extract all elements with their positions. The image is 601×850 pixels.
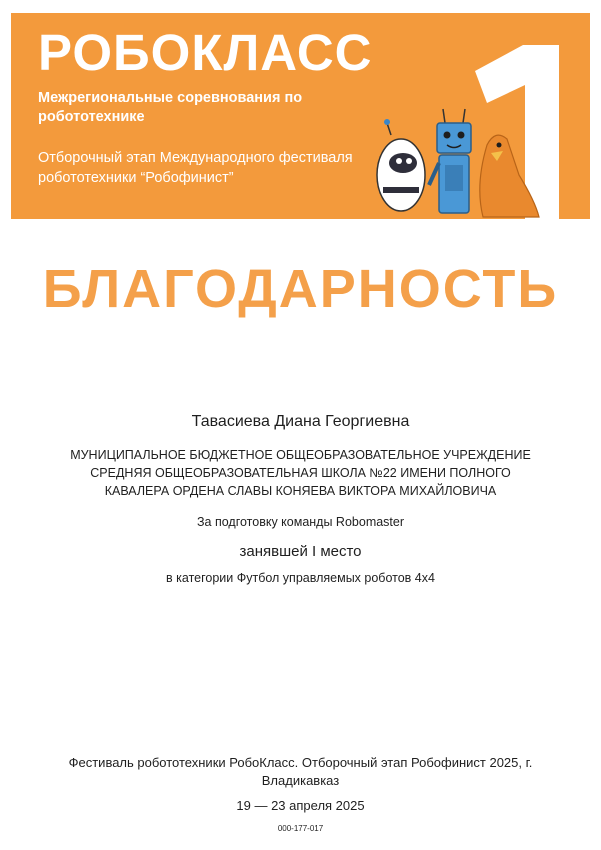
recipient-name: Тавасиева Диана Георгиевна — [191, 413, 410, 430]
banner-subtitle: Межрегиональные соревнования по робототехнике — [38, 90, 303, 125]
school-name: МУНИЦИПАЛЬНОЕ БЮДЖЕТНОЕ ОБЩЕОБРАЗОВАТЕЛЬНОЕ УЧРЕЖДЕНИЕ СРЕДНЯЯ ОБЩЕОБРАЗОВАТЕЛЬНАЯ ШКОЛА №22 ИМЕНИ ПОЛНОГО КАВАЛЕРА ОРДЕНА СЛАВЫ КОНЯЕВА ВИКТОРА МИХАЙЛОВИЧА — [70, 448, 531, 498]
header-banner — [11, 13, 590, 219]
certificate-title: БЛАГОДАРНОСТЬ — [42, 259, 559, 319]
banner-stage-text: Отборочный этап Международного фестиваля робототехники “Робофинист” — [38, 150, 353, 186]
white-robot-icon — [377, 119, 425, 211]
mascots-illustration — [363, 105, 543, 219]
serial-number: 000-177-017 — [277, 824, 324, 833]
award-place: занявшей I место — [239, 543, 362, 560]
big-number-text: 1 — [463, 23, 464, 24]
award-category: в категории Футбол управляемых роботов 4x4 — [166, 571, 435, 585]
blue-robot-icon — [429, 109, 471, 213]
event-dates: 19 — 23 апреля 2025 — [236, 798, 365, 813]
brand-logo-text: РОБОКЛАСС — [38, 24, 373, 81]
orange-bird-icon — [480, 135, 539, 217]
award-reason: За подготовку команды Robomaster — [196, 515, 405, 529]
event-footer: Фестиваль робототехники РобоКласс. Отборочный этап Робофинист 2025, г. Владикавказ — [68, 755, 533, 788]
